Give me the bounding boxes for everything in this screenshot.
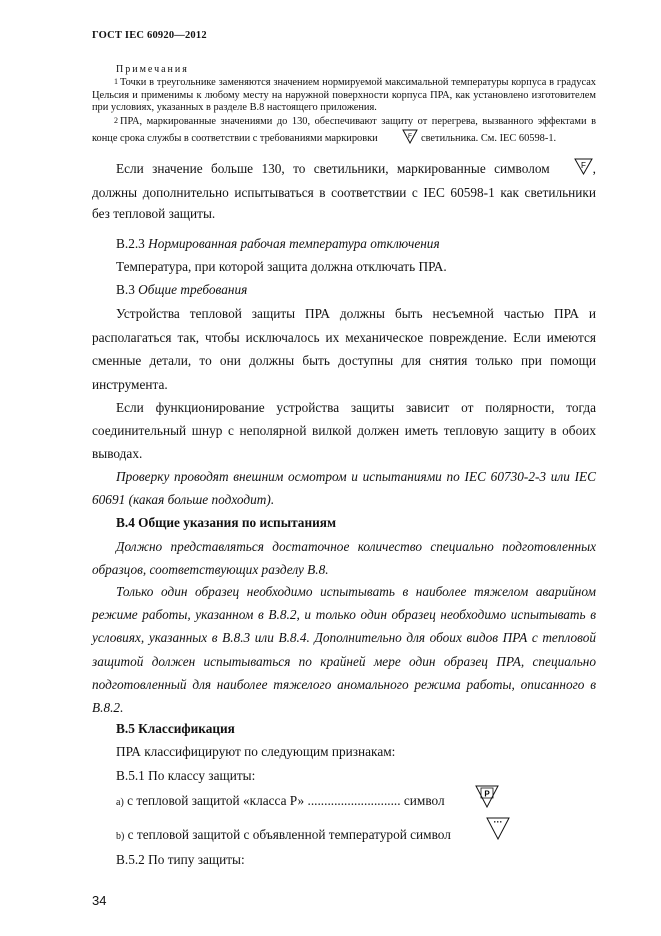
paragraph-5: Должно представляться достаточное количество специально подготовленных образцов, соответствующих разделу В.8.: [92, 539, 596, 577]
section-b23-text: Температура, при которой защита должна отключать ПРА.: [116, 259, 447, 274]
section-b4-heading: В.4 Общие указания по испытаниям: [116, 515, 337, 530]
section-b23-title: [116, 233, 440, 255]
note-2-number: 2: [114, 116, 118, 125]
section-b3-number: В.3: [116, 282, 135, 297]
paragraph-4: Проверку проводят внешним осмотром и испытаниями по IEC 60730-2-3 или IEC 60691 (какая больше подходит).: [92, 469, 596, 507]
note-2: [92, 115, 596, 148]
list-item-a-text: с тепловой защитой «класса Р» ............................ символ: [127, 793, 445, 808]
triangle-f-letter: F: [408, 132, 413, 140]
paragraph-1-text-b: , должны дополнительно испытываться в соответствии с IEC 60598-1 как светильники без тепловой защиты.: [92, 161, 596, 222]
list-item-a: [116, 790, 445, 814]
triangle-dots-symbol: [486, 816, 510, 845]
list-item-a-marker: a): [116, 797, 124, 808]
paragraph-2: Устройства тепловой защиты ПРА должны быть несъемной частью ПРА и располагаться так, чтобы исключалось их механическое повреждение. Если имеются сменные детали, то они должны быть доступны для снятия только при помощи инструмента.: [92, 306, 596, 392]
triangle-p-letter: P: [484, 789, 490, 799]
triangle-f-letter: F: [580, 161, 586, 171]
triangle-dots-glyph: ···: [493, 817, 503, 827]
note-1-number: 1: [114, 77, 118, 86]
section-b5-heading: В.5 Классификация: [116, 721, 235, 736]
note-2-text-b: светильника. См. IEC 60598-1.: [420, 132, 557, 144]
triangle-f-symbol: [380, 129, 418, 149]
note-1-text: Точки в треугольнике заменяются значением нормируемой максимальной температуры корпуса в градусах Цельсия и применимы к любому месту на наружной поверхности корпуса ПРА, как установлено изготовителем при условиях, указанных в разделе В.8 настоящего приложения.: [92, 77, 596, 114]
note-2-text-a: ПРА, маркированные значениями до 130, обеспечивают защиту от перегрева, вызванного эффектами в конце срока службы в соответствии с требованиями маркировки: [92, 116, 596, 144]
section-b23-number: В.2.3: [116, 236, 145, 251]
list-item-b-text: с тепловой защитой с объявленной температурой символ: [127, 827, 451, 842]
section-b23-heading: Нормированная рабочая температура отключения: [148, 236, 440, 251]
list-item-b-marker: b): [116, 831, 125, 842]
triangle-f-symbol: [550, 158, 593, 182]
page-number: 34: [92, 893, 107, 908]
paragraph-1: [92, 158, 596, 225]
triangle-p-symbol: [475, 784, 499, 813]
section-b51-title: В.5.1 По классу защиты:: [116, 768, 256, 783]
section-b3-title: [116, 279, 247, 301]
note-1: [92, 76, 596, 115]
paragraph-7: ПРА классифицируют по следующим признакам:: [116, 744, 396, 759]
notes-title: Примечания: [116, 64, 189, 75]
document-header: ГОСТ IEC 60920—2012: [92, 30, 207, 41]
section-b52-title: В.5.2 По типу защиты:: [116, 852, 245, 867]
paragraph-6: Только один образец необходимо испытывать в наиболее тяжелом аварийном режиме работы, указанном в В.8.2, и только один образец необходимо испытывать в условиях, указанных в В.8.3 или В.8.4. Дополнительно для обоих видов ПРА с тепловой защитой должен испытываться по крайней мере один образец ПРА, специально подготовленный для наиболее тяжелого аномального режима работы, описанного в В.8.2.: [92, 584, 596, 716]
paragraph-3: Если функционирование устройства защиты зависит от полярности, тогда соединительный шнур с неполярной вилкой должен иметь тепловую защиту в обоих выводах.: [92, 400, 596, 461]
list-item-b: [116, 824, 451, 848]
section-b3-heading: Общие требования: [138, 282, 248, 297]
paragraph-1-text-a: Если значение больше 130, то светильники, маркированные символом: [116, 161, 550, 176]
